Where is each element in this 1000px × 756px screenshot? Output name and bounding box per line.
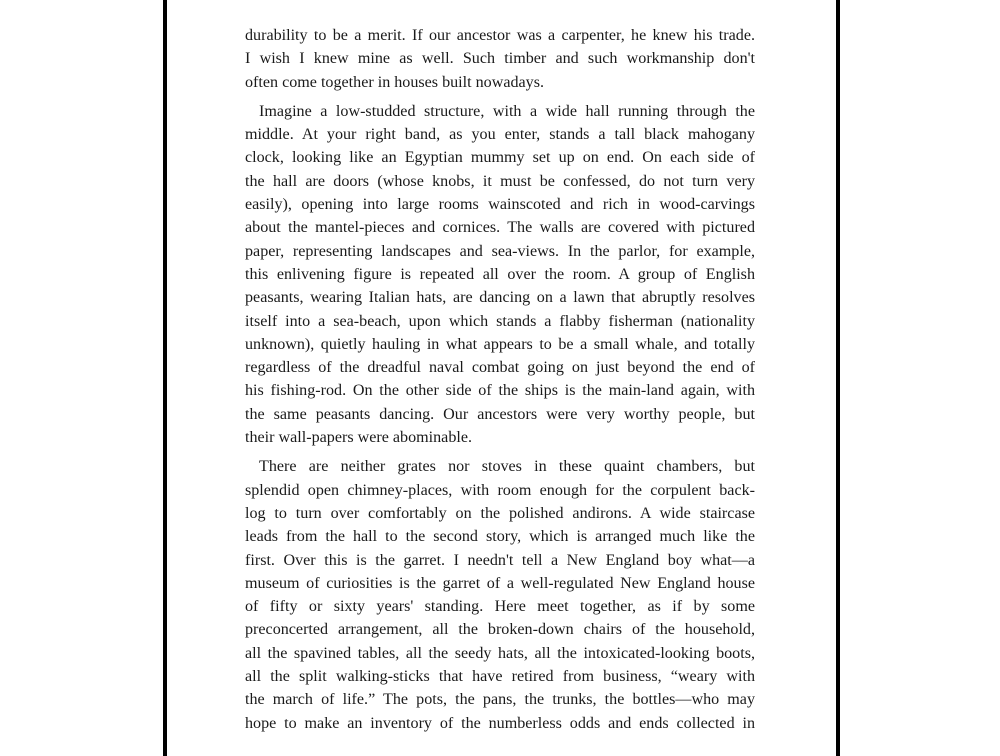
text-line: log to turn over comfortably on the polished andirons. A wide staircase	[245, 504, 755, 522]
text-line: often come together in houses built nowadays.	[245, 73, 545, 91]
text-line: itself into a sea-beach, upon which stands a flabby fisherman (nationality	[245, 312, 755, 330]
text-line: this enlivening figure is repeated all over the room. A group of English	[245, 265, 755, 283]
text-line: leads from the hall to the second story, which is arranged much like the	[245, 528, 755, 546]
text-line: paper, representing landscapes and sea-views. In the parlor, for example,	[245, 242, 755, 260]
text-line: peasants, wearing Italian hats, are dancing on a lawn that abruptly resolves	[245, 289, 755, 307]
text-line: durability to be a merit. If our ancestor was a carpenter, he knew his trade.	[245, 27, 755, 44]
paragraph	[245, 24, 755, 94]
text-line: the march of life.” The pots, the pans, the trunks, the bottles—who may	[245, 691, 755, 709]
text-line: the hall are doors (whose knobs, it must be confessed, do not turn very	[245, 172, 755, 190]
paragraph	[245, 100, 755, 449]
text-line: There are neither grates nor stoves in these quaint chambers, but	[259, 458, 755, 476]
text-line: splendid open chimney-places, with room enough for the corpulent back-	[245, 481, 755, 499]
text-line: unknown), quietly hauling in what appears to be a small whale, and totally	[245, 335, 755, 353]
text-line: about the mantel-pieces and cornices. The walls are covered with pictured	[245, 219, 755, 237]
text-line: preconcerted arrangement, all the broken-down chairs of the household,	[245, 621, 755, 639]
text-line: his fishing-rod. On the other side of the ships is the main-land again, with	[245, 382, 755, 400]
text-line: hope to make an inventory of the numberless odds and ends collected in	[245, 714, 755, 732]
text-line: I wish I knew mine as well. Such timber and such workmanship don't	[245, 50, 755, 68]
paragraph	[245, 455, 755, 735]
text-line: clock, looking like an Egyptian mummy set up on end. On each side of	[245, 149, 755, 167]
text-line: first. Over this is the garret. I needn't tell a New England boy what—a	[245, 551, 755, 569]
text-line: of fifty or sixty years' standing. Here meet together, as if by some	[245, 598, 755, 616]
text-line: regardless of the dreadful naval combat going on just beyond the end of	[245, 359, 755, 377]
document-body	[245, 24, 755, 735]
text-line: easily), opening into large rooms wainscoted and rich in wood-carvings	[245, 196, 755, 214]
text-line: their wall-papers were abominable.	[245, 429, 473, 447]
text-line: Imagine a low-studded structure, with a wide hall running through the	[259, 102, 755, 120]
text-line: all the split walking-sticks that have retired from business, “weary with	[245, 668, 755, 686]
text-line: middle. At your right band, as you enter, stands a tall black mahogany	[245, 126, 755, 144]
text-line: all the spavined tables, all the seedy hats, all the intoxicated-looking boots,	[245, 644, 755, 662]
text-line: the same peasants dancing. Our ancestors were very worthy people, but	[245, 405, 755, 423]
text-line: museum of curiosities is the garret of a well-regulated New England house	[245, 574, 755, 592]
